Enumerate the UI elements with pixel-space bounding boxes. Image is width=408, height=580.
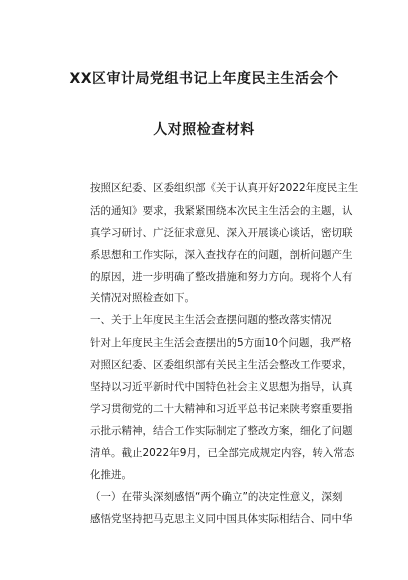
document-title-line-1: XX区审计局党组书记上年度民主生活会个 xyxy=(69,71,339,87)
body-text-line: 坚持以习近平新时代中国特色社会主义思想为指导，认真 xyxy=(90,381,353,393)
body-text-line: 针对上年度民主生活会查摆出的5方面10个问题，我严格 xyxy=(90,337,352,349)
body-text-line: 学习贯彻党的二十大精神和习近平总书记来陕考察重要指 xyxy=(90,403,353,415)
body-text-line: 对照区纪委、区委组织部有关民主生活会整改工作要求， xyxy=(90,359,353,371)
subsection-heading-1: （一）在带头深刻感悟“两个确立”的决定性意义，深刻 xyxy=(90,491,343,503)
document-title-line-2: 人对照检查材料 xyxy=(153,122,255,138)
body-text-line: 真学习研讨、广泛征求意见、深入开展谈心谈话，密切联 xyxy=(90,227,353,239)
body-text-line: 的原因，进一步明确了整改措施和努力方向。现将个人有 xyxy=(90,271,353,283)
body-text-line: 示批示精神，结合工作实际制定了整改方案，细化了问题 xyxy=(90,425,353,437)
body-text-line: 化推进。 xyxy=(90,469,132,481)
body-text-line: 感悟党坚持把马克思主义同中国具体实际相结合、同中华 xyxy=(90,513,353,525)
section-heading-1: 一、关于上年度民主生活会查摆问题的整改落实情况 xyxy=(90,314,332,326)
body-text-line: 清单。截止2022年9月，已全部完成规定内容，转入常态 xyxy=(90,447,355,459)
body-text-line: 关情况对照检查如下。 xyxy=(90,292,195,304)
body-text-line: 活的通知》要求，我紧紧围绕本次民主生活会的主题，认 xyxy=(90,205,353,217)
body-text-line: 按照区纪委、区委组织部《关于认真开好2022年度民主生 xyxy=(90,182,359,194)
body-text-line: 系思想和工作实际，深入查找存在的问题，剖析问题产生 xyxy=(90,249,353,261)
